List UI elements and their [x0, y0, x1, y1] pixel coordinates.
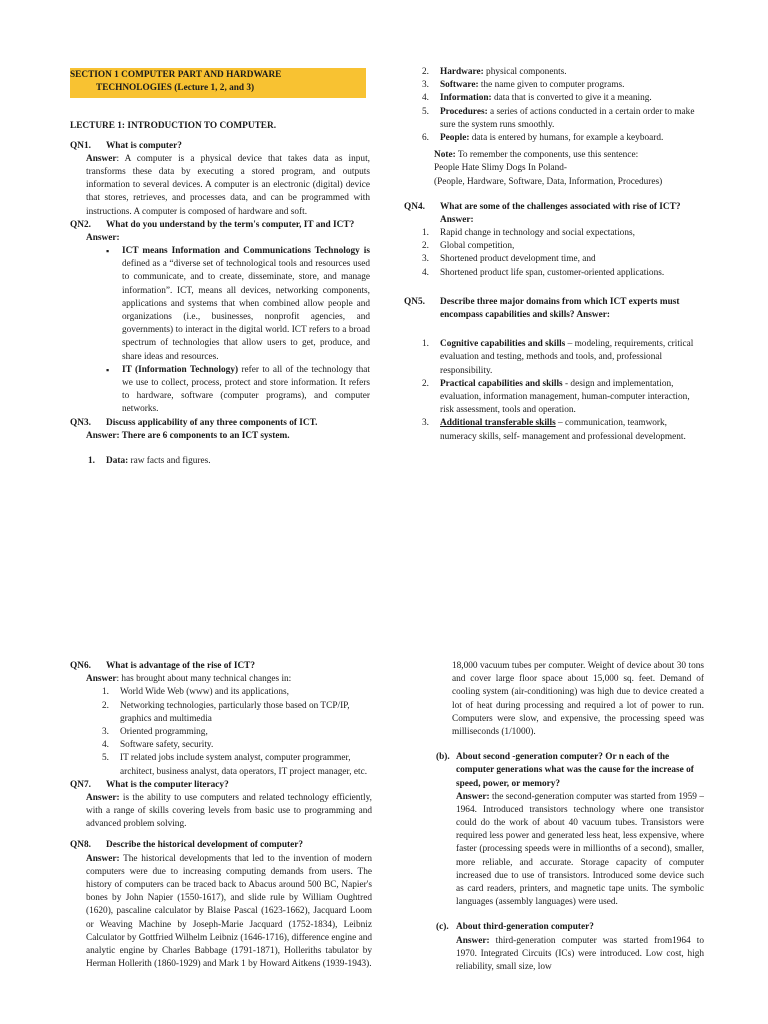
item-text: data is entered by humans, for example a keyboard. [469, 132, 664, 143]
subquestion-b [404, 751, 704, 791]
question-text: Describe three major domains from which ICT experts must encompass capabilities and skills? Answer: [440, 296, 680, 320]
item-number: 1. [88, 455, 95, 466]
note-expansion: (People, Hardware, Software, Data, Information, Procedures) [434, 176, 663, 187]
item-number: 1. [422, 228, 429, 239]
item-text: a series of actions conducted in a certain order to make sure the system runs smoothly. [440, 106, 695, 130]
mnemonic-note [404, 149, 704, 189]
question-heading-qn4 [404, 201, 704, 227]
list-item [102, 726, 372, 739]
item-number: 4. [422, 267, 429, 278]
item-bold-text: Cognitive capabilities and skills [440, 339, 566, 350]
question-text: Discuss applicability of any three components of ICT. [106, 417, 318, 428]
list-item [422, 417, 704, 443]
question-heading-qn5 [404, 296, 704, 322]
item-number: 2. [422, 378, 429, 389]
answer-label: Answer: [456, 791, 490, 802]
question-number: QN1. [70, 140, 91, 151]
answer-text: third-generation computer was started from1964 to 1970. Integrated Circuits (ICs) were introduced. Low cost, high reliability, small size, low [456, 935, 704, 972]
page1-left-column [70, 68, 370, 468]
item-number: 4. [422, 93, 429, 104]
item-number: 2. [422, 67, 429, 77]
answer-summary: Answer: There are 6 components to an ICT system. [86, 430, 290, 441]
item-text: the name given to computer programs. [478, 80, 625, 91]
list-item [422, 79, 704, 92]
subquestion-text: About third-generation computer? [456, 922, 594, 933]
answer-label: Answer [86, 674, 117, 685]
page1-right-column [404, 66, 704, 444]
answer-subquestion-b [404, 791, 704, 910]
list-item [102, 686, 372, 699]
answer-qn8 [70, 853, 372, 972]
item-number: 3. [422, 80, 429, 91]
question-text: Describe the historical development of computer? [106, 840, 304, 851]
item-bold-text: Procedures: [440, 106, 488, 117]
item-text: Networking technologies, particularly those based on TCP/IP, graphics and multimedia [120, 700, 350, 724]
question-number: QN4. [404, 201, 425, 212]
item-bold-text: Information: [440, 93, 492, 104]
list-item [422, 240, 704, 253]
question-number: QN6. [70, 661, 91, 671]
skills-domains-list [404, 338, 704, 444]
question-heading-qn6 [70, 660, 372, 673]
bullet-text: refer to all of the technology that we use to collect, process, protect and store information. It refers to hardware, software (computer programs), and computer networks. [122, 364, 370, 415]
item-number: 3. [422, 254, 429, 265]
answer-text: The historical developments that led to the invention of modern computers were due to increasing computing demands from users. The history of computers can be traced back to Abacus around 500 BC, Napier's bones by John Napier (1550-1617), and slide rule by William Oughtred (1620), pascaline calculator by Blaise Pascal (1623-1662), Jacquard Loom or Weaving Machine by Joseph-Marie Jacquard (1752-1834), Leibniz Calculator by Gottfried Wilhelm Leibniz (1646-1716), difference engine and analytic engine by Charles Babbage (1791-1871), Holleriths tabulator by Herman Hollerith (1860-1929) and Mark 1 by Howard Aitkens (1939-1943). [86, 853, 372, 970]
bullet-bold-text: ICT means Information and Communications Technology is [122, 246, 370, 257]
item-text: - design and implementation, evaluation, information management, human-computer interaction, risk assessment, tools and operation. [440, 378, 690, 416]
item-text: Software safety, security. [120, 740, 214, 751]
subquestion-label: (c). [436, 922, 449, 933]
list-item [422, 267, 704, 280]
item-number: 3. [102, 726, 109, 737]
page2-right-column [404, 660, 704, 974]
list-item [102, 700, 372, 726]
item-number: 2. [102, 700, 109, 711]
subquestion-text: About second -generation computer? Or n each of the computer generations what was the cause for the increase of speed, power, or memory? [456, 752, 694, 789]
definition-bullet-list [70, 245, 370, 416]
item-number: 4. [102, 740, 109, 751]
bullet-text: defined as a “diverse set of technological tools and resources used to communicate, and to create, disseminate, store, and manage information”. ICT, means all devices, networking components, applications and systems that when combined allow people and organizations (i.e., businesses, nonprofit agencies, and governments) to interact in the digital world. ICT refers to a broad spectrum of technologies that allow users to get, produce, and share ideas and resources. [122, 259, 370, 362]
answer-qn7 [70, 792, 372, 832]
item-text: – modeling, requirements, critical evaluation and testing, methods and tools, and, professional responsibility. [440, 339, 694, 376]
item-bold-text: Hardware: [440, 67, 484, 77]
item-bold-text: Data: [106, 455, 129, 466]
item-text: Shortened product development time, and [440, 254, 596, 265]
list-item [88, 455, 370, 468]
question-heading-qn1 [70, 140, 370, 153]
list-item [102, 752, 372, 778]
answer-text: : A computer is a physical device that takes data as input, transforms these data by executing a stored program, and outputs information to several devices. A computer is an electronic (digital) device that stores, retrieves, and processes data, and can be programmed with instructions. A computer is composed of hardware and soft. [86, 153, 370, 217]
list-item [102, 739, 372, 752]
list-item [422, 106, 704, 132]
question-number: QN7. [70, 779, 91, 790]
item-text: data that is converted to give it a meaning. [491, 93, 652, 104]
question-number: QN8. [70, 840, 91, 851]
bullet-bold-text: IT (Information Technology) [122, 364, 239, 375]
list-item [122, 364, 370, 417]
answer-qn1 [70, 153, 370, 219]
list-item [422, 92, 704, 105]
answer-label: Answer [86, 153, 117, 164]
item-number: 2. [422, 241, 429, 252]
note-text: To remember the components, use this sentence: [455, 150, 639, 161]
item-text: physical components. [483, 67, 567, 77]
section-title-line2: TECHNOLOGIES (Lecture 1, 2, and 3) [96, 83, 255, 94]
question-text: What is the computer literacy? [106, 779, 229, 790]
page2-left-column [70, 660, 372, 971]
item-text: raw facts and figures. [128, 455, 211, 466]
item-text: Shortened product life span, customer-oriented applications. [440, 267, 665, 278]
answer-label: Answer: [86, 792, 120, 803]
item-number: 1. [422, 339, 429, 350]
question-number: QN3. [70, 417, 91, 428]
list-item [122, 245, 370, 364]
question-text: What do you understand by the term's computer, IT and ICT? [106, 219, 355, 230]
question-heading-qn3 [70, 417, 370, 430]
answer-text: the second-generation computer was started from 1959 – 1964. Introduced transistors technology where one transistor could do the work of about 40 vacuum tubes. Transistors were required less power and generated less heat, less expensive, where faster (processing speeds were in millionths of a second), smaller, more reliable, and accurate. Storage capacity of computer increased due to use of transistors. Introduced some device such as card readers, printers, and magnetic tape units. The symbolic languages (assembly languages) were used. [456, 791, 704, 908]
section-title-line1: SECTION 1 COMPUTER PART AND HARDWARE [70, 70, 282, 80]
challenges-list [404, 227, 704, 280]
components-list-continued [404, 66, 704, 145]
answer-subquestion-c [404, 935, 704, 975]
question-heading-qn2 [70, 219, 370, 232]
components-list-start [70, 455, 370, 468]
answer-text: is the ability to use computers and related technology efficiently, with a range of skills covering levels from basic use to programming and advanced problem solving. [86, 792, 372, 830]
question-text: What are some of the challenges associated with rise of ICT? Answer: [440, 201, 681, 225]
answer-label: Answer: [86, 853, 120, 864]
question-number: QN2. [70, 219, 91, 230]
item-number: 1. [102, 687, 109, 698]
item-text: World Wide Web (www) and its applications, [120, 687, 289, 698]
item-number: 6. [422, 132, 429, 143]
item-number: 5. [102, 753, 109, 764]
list-item [422, 66, 704, 79]
item-text: Rapid change in technology and social expectations, [440, 228, 635, 239]
first-generation-continued: 18,000 vacuum tubes per computer. Weight of device about 30 tons and cover large floor space about 15,000 sq. feet. Demand of cooling system (air-conditioning) was high due to device created a lot of heat during processing and required a lot of power to run. Computers were slow, and expensive, the processing speed was milliseconds (1/1000). [452, 661, 704, 737]
answer-text: : has brought about many technical changes in: [116, 674, 292, 685]
list-item [422, 338, 704, 378]
lecture-heading: LECTURE 1: INTRODUCTION TO COMPUTER. [70, 121, 277, 132]
item-bold-text: Software: [440, 80, 479, 91]
item-text: IT related jobs include system analyst, computer programmer, architect, business analyst, data operators, IT project manager, etc. [120, 753, 368, 777]
answer-label: Answer: [86, 232, 120, 243]
question-heading-qn8 [70, 839, 372, 852]
item-bold-text: Additional transferable skills [440, 418, 556, 429]
list-item [422, 132, 704, 145]
answer-qn6 [70, 673, 372, 686]
section-title-box [70, 68, 366, 98]
note-label: Note: [434, 150, 456, 161]
question-text: What is computer? [106, 140, 182, 151]
question-text: What is advantage of the rise of ICT? [106, 661, 256, 671]
item-number: 3. [422, 418, 429, 429]
item-text: Global competition, [440, 241, 515, 252]
advantages-list [70, 686, 372, 778]
document-page-2 [0, 512, 768, 1024]
note-mnemonic: People Hate Slimy Dogs In Poland- [434, 163, 567, 174]
list-item [422, 227, 704, 240]
question-number: QN5. [404, 296, 425, 307]
item-text: Oriented programming, [120, 726, 208, 737]
question-heading-qn7 [70, 779, 372, 792]
list-item [422, 253, 704, 266]
answer-label: Answer: [456, 935, 490, 946]
item-bold-text: People: [440, 132, 470, 143]
item-text: – communication, teamwork, numeracy skills, self- management and professional development. [440, 418, 686, 442]
item-number: 5. [422, 106, 429, 117]
subquestion-c [404, 921, 704, 934]
subquestion-label: (b). [436, 752, 450, 763]
list-item [422, 378, 704, 418]
item-bold-text: Practical capabilities and skills [440, 378, 563, 389]
